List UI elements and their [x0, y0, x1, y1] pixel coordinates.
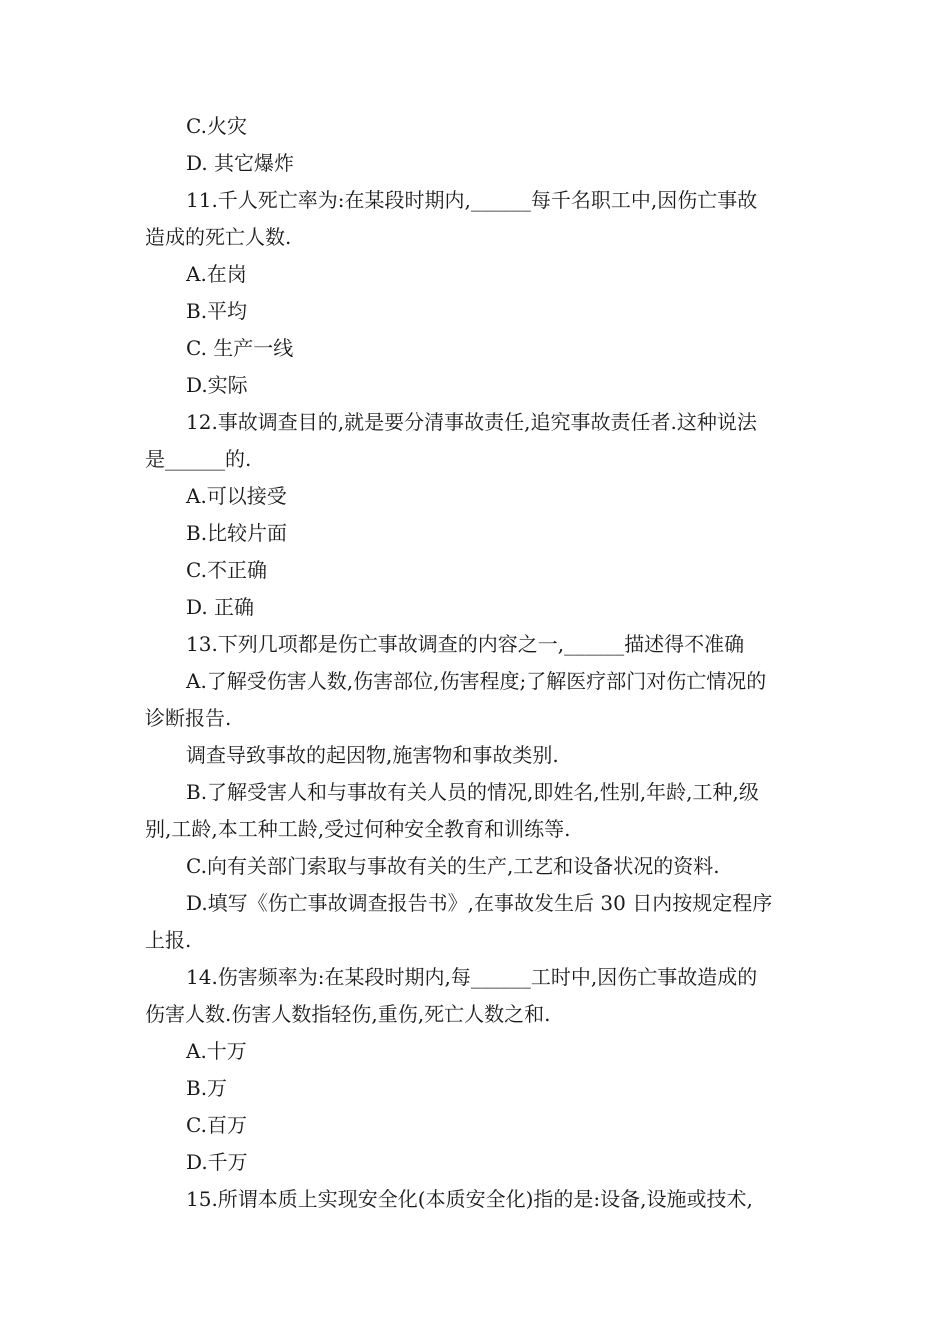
- option-a-q13: A.了解受伤害人数,伤害部位,伤害程度;了解医疗部门对伤亡情况的: [186, 669, 767, 693]
- option-d-q10: D. 其它爆炸: [186, 151, 295, 175]
- option-c-q12: C.不正确: [186, 558, 267, 582]
- option-c-q13: C.向有关部门索取与事故有关的生产,工艺和设备状况的资料.: [186, 854, 720, 878]
- option-c-q14: C.百万: [186, 1113, 247, 1137]
- question-12-cont: 是______的.: [145, 447, 252, 471]
- option-c-q10: C.火灾: [186, 114, 247, 138]
- question-13: 13.下列几项都是伤亡事故调查的内容之一,______描述得不准确: [186, 632, 745, 656]
- option-b-q12: B.比较片面: [186, 521, 288, 545]
- question-11-cont: 造成的死亡人数.: [145, 225, 292, 249]
- option-a-q11: A.在岗: [186, 262, 247, 286]
- option-a-q13-cont: 诊断报告.: [145, 706, 232, 730]
- question-15: 15.所谓本质上实现安全化(本质安全化)指的是:设备,设施或技术,: [186, 1187, 753, 1211]
- question-11: 11.千人死亡率为:在某段时期内,______每千名职工中,因伤亡事故: [186, 188, 758, 212]
- option-d-q12: D. 正确: [186, 595, 255, 619]
- option-b-q11: B.平均: [186, 299, 248, 323]
- option-b-q14: B.万: [186, 1076, 228, 1100]
- question-14-cont: 伤害人数.伤害人数指轻伤,重伤,死亡人数之和.: [145, 1002, 551, 1026]
- option-b-q13-cont: 别,工龄,本工种工龄,受过何种安全教育和训练等.: [145, 817, 571, 841]
- option-a-q12: A.可以接受: [186, 484, 287, 508]
- option-c-q11: C. 生产一线: [186, 336, 294, 360]
- option-d-q14: D.千万: [186, 1150, 248, 1174]
- option-b-q13: B.了解受害人和与事故有关人员的情况,即姓名,性别,年龄,工种,级: [186, 780, 759, 804]
- question-12: 12.事故调查目的,就是要分清事故责任,追究事故责任者.这种说法: [186, 410, 757, 434]
- q13-note: 调查导致事故的起因物,施害物和事故类别.: [186, 743, 559, 767]
- option-d-q13-cont: 上报.: [145, 928, 192, 952]
- question-14: 14.伤害频率为:在某段时期内,每______工时中,因伤亡事故造成的: [186, 965, 758, 989]
- option-a-q14: A.十万: [186, 1039, 247, 1063]
- option-d-q13: D.填写《伤亡事故调查报告书》,在事故发生后 30 日内按规定程序: [186, 891, 773, 915]
- option-d-q11: D.实际: [186, 373, 248, 397]
